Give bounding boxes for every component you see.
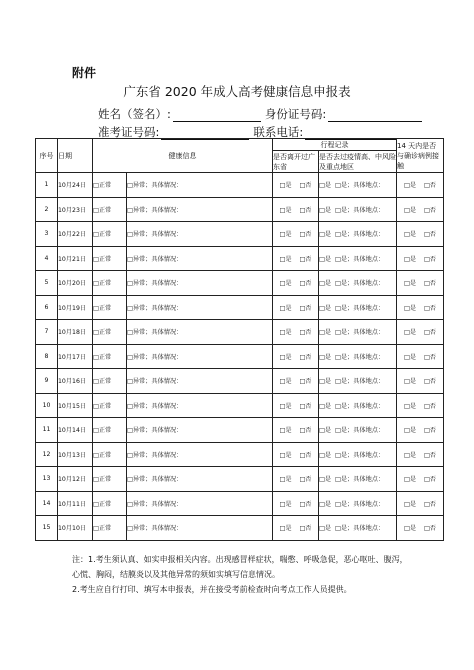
row-date: 10月15日 — [58, 393, 93, 418]
header-no: 序号 — [36, 139, 58, 173]
health-declaration-table — [35, 138, 444, 541]
risk-area-choice[interactable] — [319, 173, 397, 198]
yes-checkbox[interactable]: □是 — [319, 500, 332, 508]
header-health: 健康信息 — [93, 139, 273, 173]
no-checkbox[interactable]: □否 — [299, 476, 312, 484]
yes-checkbox[interactable]: □是 — [404, 182, 417, 190]
contact-choice[interactable] — [397, 516, 444, 541]
left-gd-choice[interactable] — [273, 442, 319, 467]
health-normal-checkbox[interactable]: □正常 — [93, 516, 127, 541]
left-gd-choice[interactable] — [273, 516, 319, 541]
health-abnormal-checkbox[interactable]: □异常；具体情况： — [127, 369, 273, 394]
yes-checkbox[interactable]: □是 — [404, 378, 417, 386]
contact-choice[interactable] — [397, 246, 444, 271]
yes-checkbox[interactable]: □是 — [319, 525, 332, 533]
no-checkbox[interactable]: □否 — [299, 402, 312, 410]
left-gd-choice[interactable] — [273, 369, 319, 394]
risk-area-choice[interactable] — [319, 320, 397, 345]
row-date: 10月23日 — [58, 197, 93, 222]
yes-checkbox[interactable]: □是 — [319, 402, 332, 410]
no-checkbox[interactable]: □否 — [299, 182, 312, 190]
name-id-row — [98, 106, 426, 122]
risk-area-choice[interactable] — [319, 467, 397, 492]
health-abnormal-checkbox[interactable]: □异常；具体情况： — [127, 271, 273, 296]
contact-choice[interactable] — [397, 197, 444, 222]
risk-area-choice[interactable] — [319, 222, 397, 247]
left-gd-choice[interactable] — [273, 173, 319, 198]
contact-choice[interactable] — [397, 369, 444, 394]
table-row — [36, 369, 444, 394]
table-row — [36, 271, 444, 296]
yes-checkbox[interactable]: □是 — [279, 231, 292, 239]
row-number: 11 — [36, 418, 58, 443]
health-normal-checkbox[interactable]: □正常 — [93, 467, 127, 492]
name-label: 姓名（签名）: — [98, 107, 171, 121]
no-checkbox[interactable]: □否 — [299, 500, 312, 508]
yes-checkbox[interactable]: □是 — [319, 353, 332, 361]
no-checkbox[interactable]: □否 — [423, 182, 436, 190]
yes-checkbox[interactable]: □是 — [404, 255, 417, 263]
no-checkbox[interactable]: □否 — [299, 427, 312, 435]
yes-checkbox[interactable]: □是 — [279, 206, 292, 214]
yes-checkbox[interactable]: □是 — [319, 231, 332, 239]
no-checkbox[interactable]: □否 — [423, 500, 436, 508]
yes-checkbox[interactable]: □是 — [279, 304, 292, 312]
header-contact: 14 天内是否与确诊病例接触 — [397, 139, 444, 173]
contact-choice[interactable] — [397, 393, 444, 418]
risk-area-choice[interactable] — [319, 344, 397, 369]
attachment-label: 附件 — [72, 66, 97, 80]
risk-area-choice[interactable] — [319, 197, 397, 222]
id-input[interactable] — [328, 109, 422, 122]
row-date: 10月10日 — [58, 516, 93, 541]
health-normal-checkbox[interactable]: □正常 — [93, 369, 127, 394]
yes-checkbox[interactable]: □是 — [404, 402, 417, 410]
yes-checkbox[interactable]: □是 — [279, 378, 292, 386]
yes-checkbox[interactable]: □是 — [279, 525, 292, 533]
health-normal-checkbox[interactable]: □正常 — [93, 246, 127, 271]
risk-area-choice[interactable] — [319, 491, 397, 516]
row-number: 12 — [36, 442, 58, 467]
no-checkbox[interactable]: □否 — [423, 378, 436, 386]
yes-checkbox[interactable]: □是 — [404, 304, 417, 312]
header-left-gd: 是否离开过广东省 — [273, 151, 319, 173]
health-normal-checkbox[interactable]: □正常 — [93, 320, 127, 345]
row-date: 10月12日 — [58, 467, 93, 492]
health-normal-checkbox[interactable]: □正常 — [93, 393, 127, 418]
row-date: 10月22日 — [58, 222, 93, 247]
risk-area-choice[interactable] — [319, 418, 397, 443]
contact-choice[interactable] — [397, 295, 444, 320]
yes-checkbox[interactable]: □是 — [319, 304, 332, 312]
yes-checkbox[interactable]: □是 — [279, 402, 292, 410]
health-abnormal-checkbox[interactable]: □异常；具体情况： — [127, 197, 273, 222]
row-number: 8 — [36, 344, 58, 369]
no-checkbox[interactable]: □否 — [299, 451, 312, 459]
health-abnormal-checkbox[interactable]: □异常；具体情况： — [127, 222, 273, 247]
row-date: 10月21日 — [58, 246, 93, 271]
place-detail[interactable]: □是；具体地点： — [334, 280, 385, 288]
risk-area-choice[interactable] — [319, 393, 397, 418]
table-row — [36, 295, 444, 320]
no-checkbox[interactable]: □否 — [299, 255, 312, 263]
table-row — [36, 173, 444, 198]
no-checkbox[interactable]: □否 — [299, 231, 312, 239]
row-number: 2 — [36, 197, 58, 222]
health-normal-checkbox[interactable]: □正常 — [93, 442, 127, 467]
table-row — [36, 246, 444, 271]
yes-checkbox[interactable]: □是 — [319, 476, 332, 484]
yes-checkbox[interactable]: □是 — [404, 476, 417, 484]
contact-choice[interactable] — [397, 418, 444, 443]
health-normal-checkbox[interactable]: □正常 — [93, 222, 127, 247]
left-gd-choice[interactable] — [273, 222, 319, 247]
row-number: 6 — [36, 295, 58, 320]
no-checkbox[interactable]: □否 — [423, 231, 436, 239]
left-gd-choice[interactable] — [273, 271, 319, 296]
risk-area-choice[interactable] — [319, 246, 397, 271]
yes-checkbox[interactable]: □是 — [404, 525, 417, 533]
row-date: 10月17日 — [58, 344, 93, 369]
health-normal-checkbox[interactable]: □正常 — [93, 491, 127, 516]
table-row — [36, 222, 444, 247]
yes-checkbox[interactable]: □是 — [319, 280, 332, 288]
no-checkbox[interactable]: □否 — [299, 353, 312, 361]
health-abnormal-checkbox[interactable]: □异常；具体情况： — [127, 467, 273, 492]
table-row — [36, 197, 444, 222]
left-gd-choice[interactable] — [273, 491, 319, 516]
health-abnormal-checkbox[interactable]: □异常；具体情况： — [127, 516, 273, 541]
table-row — [36, 393, 444, 418]
yes-checkbox[interactable]: □是 — [404, 451, 417, 459]
yes-checkbox[interactable]: □是 — [279, 182, 292, 190]
health-abnormal-checkbox[interactable]: □异常；具体情况： — [127, 442, 273, 467]
health-abnormal-checkbox[interactable]: □异常；具体情况： — [127, 320, 273, 345]
no-checkbox[interactable]: □否 — [299, 378, 312, 386]
yes-checkbox[interactable]: □是 — [279, 500, 292, 508]
no-checkbox[interactable]: □否 — [423, 206, 436, 214]
no-checkbox[interactable]: □否 — [299, 525, 312, 533]
phone-label: 联系电话: — [253, 125, 304, 139]
no-checkbox[interactable]: □否 — [423, 402, 436, 410]
place-detail[interactable]: □是；具体地点： — [334, 353, 385, 361]
yes-checkbox[interactable]: □是 — [319, 378, 332, 386]
yes-checkbox[interactable]: □是 — [404, 206, 417, 214]
table-row — [36, 491, 444, 516]
health-abnormal-checkbox[interactable]: □异常；具体情况： — [127, 393, 273, 418]
note-2: 2.考生应自行打印、填写本申报表，并在接受考前检查时向考点工作人员提供。 — [72, 585, 352, 594]
no-checkbox[interactable]: □否 — [299, 304, 312, 312]
row-number: 9 — [36, 369, 58, 394]
form-title: 广东省 2020 年成人高考健康信息申报表 — [123, 84, 351, 99]
yes-checkbox[interactable]: □是 — [279, 451, 292, 459]
table-row — [36, 320, 444, 345]
contact-choice[interactable] — [397, 442, 444, 467]
place-detail[interactable]: □是；具体地点： — [334, 206, 385, 214]
row-number: 10 — [36, 393, 58, 418]
health-abnormal-checkbox[interactable]: □异常；具体情况： — [127, 418, 273, 443]
no-checkbox[interactable]: □否 — [299, 280, 312, 288]
exam-no-label: 准考证号码: — [98, 125, 160, 139]
place-detail[interactable]: □是；具体地点： — [334, 304, 385, 312]
risk-area-choice[interactable] — [319, 369, 397, 394]
place-detail[interactable]: □是；具体地点： — [334, 182, 385, 190]
health-normal-checkbox[interactable]: □正常 — [93, 271, 127, 296]
row-number: 1 — [36, 173, 58, 198]
risk-area-choice[interactable] — [319, 295, 397, 320]
yes-checkbox[interactable]: □是 — [319, 255, 332, 263]
row-number: 13 — [36, 467, 58, 492]
no-checkbox[interactable]: □否 — [299, 329, 312, 337]
row-date: 10月19日 — [58, 295, 93, 320]
place-detail[interactable]: □是；具体地点： — [334, 427, 385, 435]
no-checkbox[interactable]: □否 — [423, 353, 436, 361]
yes-checkbox[interactable]: □是 — [279, 280, 292, 288]
contact-choice[interactable] — [397, 222, 444, 247]
row-number: 3 — [36, 222, 58, 247]
yes-checkbox[interactable]: □是 — [319, 451, 332, 459]
contact-choice[interactable] — [397, 491, 444, 516]
no-checkbox[interactable]: □否 — [423, 280, 436, 288]
table-row — [36, 344, 444, 369]
footnotes — [72, 552, 412, 597]
left-gd-choice[interactable] — [273, 197, 319, 222]
yes-checkbox[interactable]: □是 — [279, 427, 292, 435]
row-number: 15 — [36, 516, 58, 541]
place-detail[interactable]: □是；具体地点： — [334, 378, 385, 386]
health-normal-checkbox[interactable]: □正常 — [93, 173, 127, 198]
yes-checkbox[interactable]: □是 — [319, 329, 332, 337]
header-travel: 行程记录 — [273, 139, 397, 151]
contact-choice[interactable] — [397, 271, 444, 296]
yes-checkbox[interactable]: □是 — [279, 476, 292, 484]
yes-checkbox[interactable]: □是 — [404, 280, 417, 288]
place-detail[interactable]: □是；具体地点： — [334, 329, 385, 337]
place-detail[interactable]: □是；具体地点： — [334, 231, 385, 239]
yes-checkbox[interactable]: □是 — [404, 427, 417, 435]
left-gd-choice[interactable] — [273, 246, 319, 271]
place-detail[interactable]: □是；具体地点： — [334, 476, 385, 484]
health-abnormal-checkbox[interactable]: □异常；具体情况： — [127, 295, 273, 320]
row-date: 10月16日 — [58, 369, 93, 394]
health-normal-checkbox[interactable]: □正常 — [93, 418, 127, 443]
name-input[interactable] — [173, 109, 261, 122]
contact-choice[interactable] — [397, 173, 444, 198]
place-detail[interactable]: □是；具体地点： — [334, 255, 385, 263]
contact-choice[interactable] — [397, 467, 444, 492]
left-gd-choice[interactable] — [273, 418, 319, 443]
health-normal-checkbox[interactable]: □正常 — [93, 295, 127, 320]
row-date: 10月14日 — [58, 418, 93, 443]
row-date: 10月11日 — [58, 491, 93, 516]
yes-checkbox[interactable]: □是 — [279, 255, 292, 263]
no-checkbox[interactable]: □否 — [423, 451, 436, 459]
id-label: 身份证号码: — [264, 107, 327, 121]
health-normal-checkbox[interactable]: □正常 — [93, 197, 127, 222]
yes-checkbox[interactable]: □是 — [279, 353, 292, 361]
risk-area-choice[interactable] — [319, 442, 397, 467]
yes-checkbox[interactable]: □是 — [404, 353, 417, 361]
header-date: 日期 — [58, 139, 93, 173]
contact-choice[interactable] — [397, 344, 444, 369]
yes-checkbox[interactable]: □是 — [404, 329, 417, 337]
no-checkbox[interactable]: □否 — [423, 255, 436, 263]
left-gd-choice[interactable] — [273, 393, 319, 418]
risk-area-choice[interactable] — [319, 271, 397, 296]
place-detail[interactable]: □是；具体地点： — [334, 402, 385, 410]
row-number: 14 — [36, 491, 58, 516]
no-checkbox[interactable]: □否 — [423, 476, 436, 484]
yes-checkbox[interactable]: □是 — [319, 182, 332, 190]
health-normal-checkbox[interactable]: □正常 — [93, 344, 127, 369]
row-number: 7 — [36, 320, 58, 345]
note-1: 注：1.考生须认真、如实申报相关内容。出现感冒样症状，喘憋、呼吸急促，恶心呕吐、腹泻，心慌、胸闷，结膜炎以及其他异常的须如实填写信息情况。 — [72, 555, 408, 579]
table-row — [36, 467, 444, 492]
header-risk-area: 是否去过疫情高、中风险及重点地区 — [319, 152, 396, 171]
health-abnormal-checkbox[interactable]: □异常；具体情况： — [127, 491, 273, 516]
yes-checkbox[interactable]: □是 — [404, 500, 417, 508]
left-gd-choice[interactable] — [273, 295, 319, 320]
yes-checkbox[interactable]: □是 — [279, 329, 292, 337]
left-gd-choice[interactable] — [273, 344, 319, 369]
no-checkbox[interactable]: □否 — [299, 206, 312, 214]
row-date: 10月20日 — [58, 271, 93, 296]
place-detail[interactable]: □是；具体地点： — [334, 525, 385, 533]
row-number: 4 — [36, 246, 58, 271]
row-date: 10月13日 — [58, 442, 93, 467]
health-abnormal-checkbox[interactable]: □异常；具体情况： — [127, 173, 273, 198]
contact-choice[interactable] — [397, 320, 444, 345]
left-gd-choice[interactable] — [273, 467, 319, 492]
no-checkbox[interactable]: □否 — [423, 329, 436, 337]
table-row — [36, 516, 444, 541]
left-gd-choice[interactable] — [273, 320, 319, 345]
yes-checkbox[interactable]: □是 — [319, 427, 332, 435]
health-abnormal-checkbox[interactable]: □异常；具体情况： — [127, 246, 273, 271]
no-checkbox[interactable]: □否 — [423, 304, 436, 312]
risk-area-choice[interactable] — [319, 516, 397, 541]
row-date: 10月18日 — [58, 320, 93, 345]
no-checkbox[interactable]: □否 — [423, 525, 436, 533]
row-number: 5 — [36, 271, 58, 296]
place-detail[interactable]: □是；具体地点： — [334, 500, 385, 508]
no-checkbox[interactable]: □否 — [423, 427, 436, 435]
health-abnormal-checkbox[interactable]: □异常；具体情况： — [127, 344, 273, 369]
yes-checkbox[interactable]: □是 — [319, 206, 332, 214]
table-row — [36, 442, 444, 467]
row-date: 10月24日 — [58, 173, 93, 198]
place-detail[interactable]: □是；具体地点： — [334, 451, 385, 459]
table-row — [36, 418, 444, 443]
yes-checkbox[interactable]: □是 — [404, 231, 417, 239]
